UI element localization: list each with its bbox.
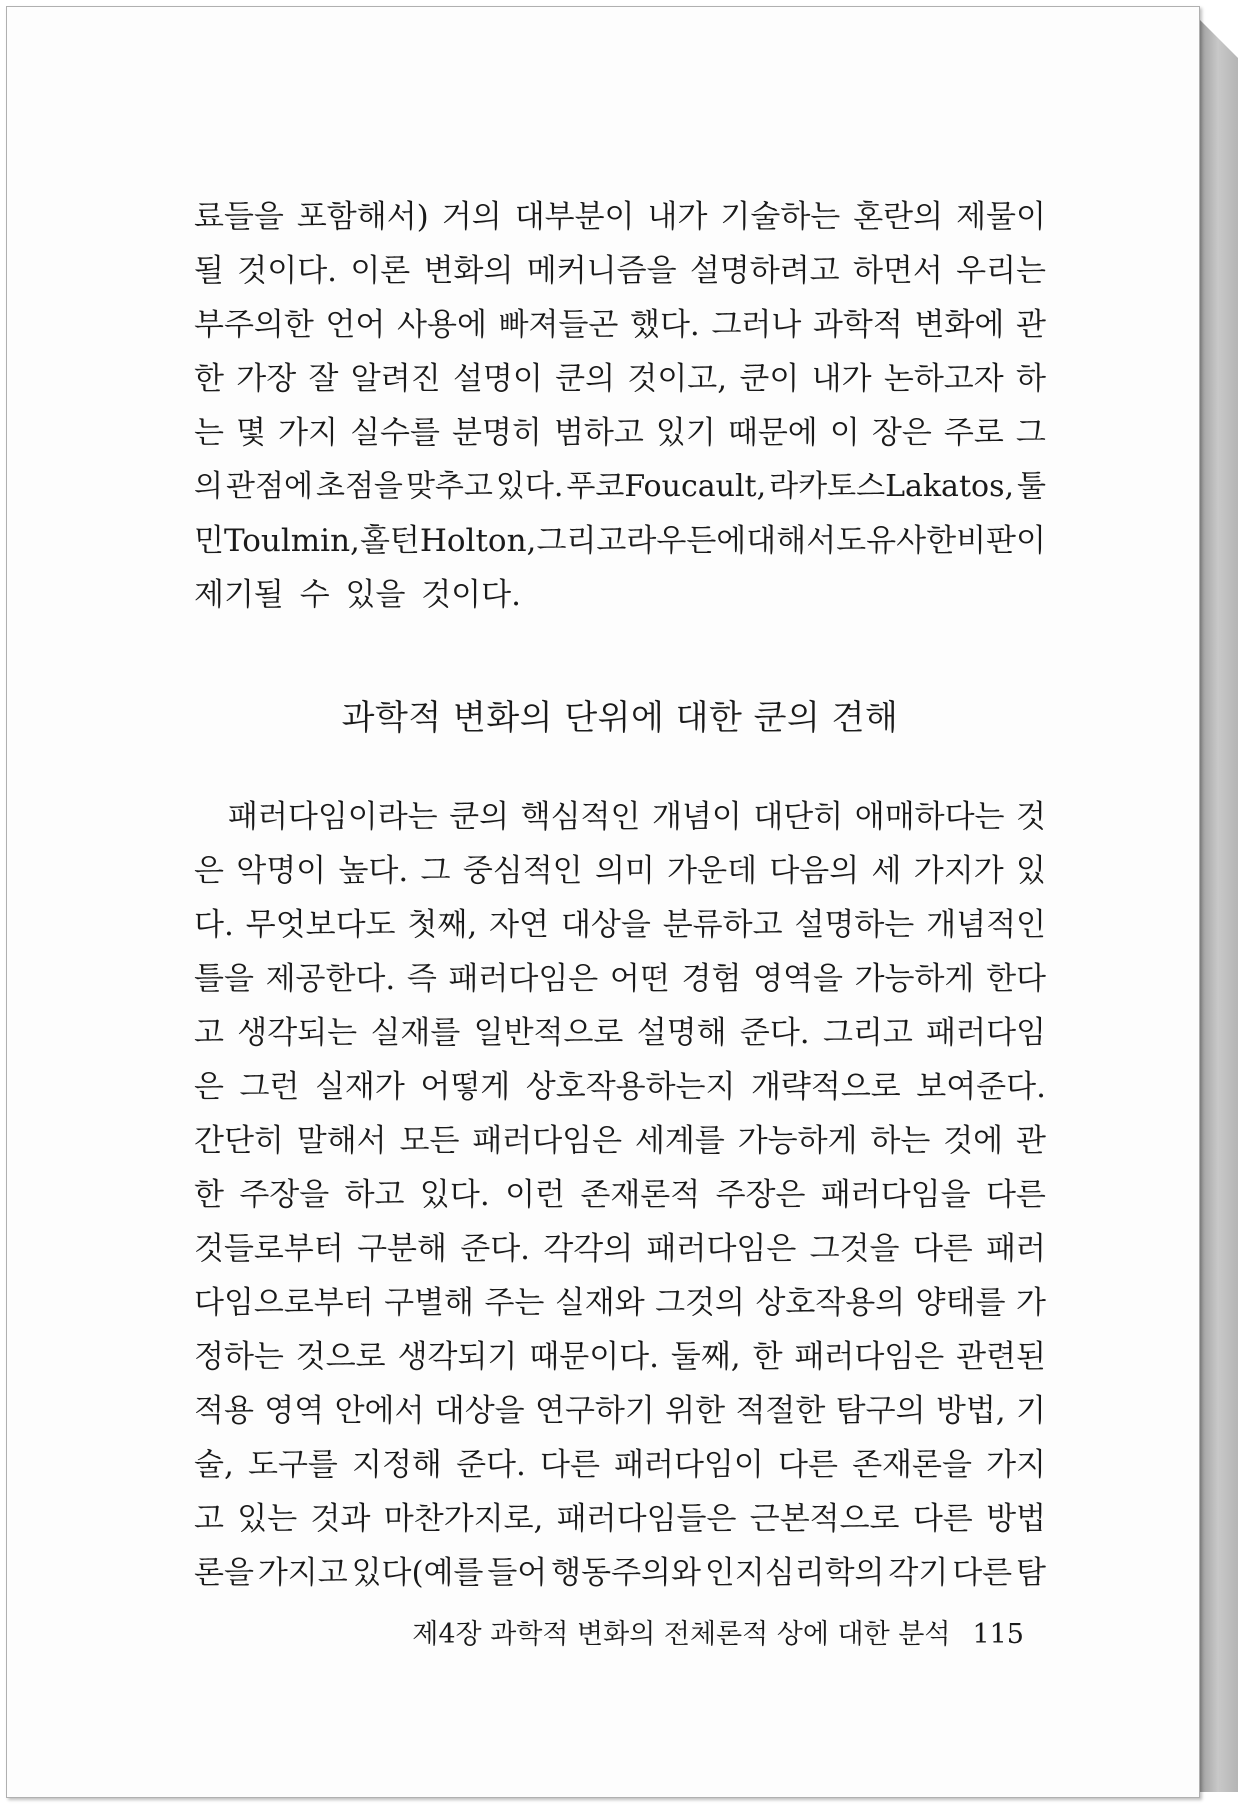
text-line: 패러다임이라는 쿤의 핵심적인 개념이 대단히 애매하다는 것 xyxy=(228,799,1046,835)
text-line: 한 가장 잘 알려진 설명이 쿤의 것이고, 쿤이 내가 논하고자 하 xyxy=(194,361,1046,397)
paragraph-two xyxy=(194,790,1046,1600)
text-line: 는 몇 가지 실수를 분명히 범하고 있기 때문에 이 장은 주로 그 xyxy=(194,415,1046,451)
paragraph-one xyxy=(194,190,1046,622)
page-number: 115 xyxy=(972,1619,1024,1650)
text-line: 것들로부터 구분해 준다. 각각의 패러다임은 그것을 다른 패러 xyxy=(194,1231,1046,1267)
page-edge-shadow xyxy=(1198,18,1238,1792)
text-line: 은 악명이 높다. 그 중심적인 의미 가운데 다음의 세 가지가 있 xyxy=(194,853,1046,889)
text-line: 술, 도구를 지정해 준다. 다른 패러다임이 다른 존재론을 가지 xyxy=(194,1447,1046,1483)
running-head: 제4장 과학적 변화의 전체론적 상에 대한 분석 xyxy=(412,1619,951,1650)
text-line: 다. 무엇보다도 첫째, 자연 대상을 분류하고 설명하는 개념적인 xyxy=(194,907,1046,943)
text-line: 부주의한 언어 사용에 빠져들곤 했다. 그러나 과학적 변화에 관 xyxy=(194,307,1046,343)
text-line: 료들을 포함해서) 거의 대부분이 내가 기술하는 혼란의 제물이 xyxy=(194,199,1046,235)
text-line: 적용 영역 안에서 대상을 연구하기 위한 적절한 탐구의 방법, 기 xyxy=(194,1393,1046,1429)
text-line: 민Toulmin, 홀턴Holton, 그리고 라우든에 대해서도 유사한 비판이 xyxy=(194,523,1046,559)
text-line: 다임으로부터 구별해 주는 실재와 그것의 상호작용의 양태를 가 xyxy=(194,1285,1046,1321)
text-line: 간단히 말해서 모든 패러다임은 세계를 가능하게 하는 것에 관 xyxy=(194,1123,1046,1159)
text-line: 은 그런 실재가 어떻게 상호작용하는지 개략적으로 보여준다. xyxy=(194,1069,1046,1105)
text-line: 론을 가지고 있다(예를 들어 행동주의와 인지심리학의 각기 다른 탐 xyxy=(194,1555,1046,1591)
text-line: 제기될 수 있을 것이다. xyxy=(194,577,521,613)
page-footer xyxy=(194,1612,1024,1651)
text-line: 될 것이다. 이론 변화의 메커니즘을 설명하려고 하면서 우리는 xyxy=(194,253,1046,289)
section-heading: 과학적 변화의 단위에 대한 쿤의 견해 xyxy=(341,698,899,738)
text-line: 의 관점에 초점을 맞추고 있다. 푸코Foucault, 라카토스Lakatos, 툴 xyxy=(194,469,1046,504)
text-line: 한 주장을 하고 있다. 이런 존재론적 주장은 패러다임을 다른 xyxy=(194,1177,1046,1213)
text-line: 고 생각되는 실재를 일반적으로 설명해 준다. 그리고 패러다임 xyxy=(194,1015,1046,1051)
text-line: 고 있는 것과 마찬가지로, 패러다임들은 근본적으로 다른 방법 xyxy=(194,1501,1046,1537)
text-line: 정하는 것으로 생각되기 때문이다. 둘째, 한 패러다임은 관련된 xyxy=(194,1339,1046,1375)
text-line: 틀을 제공한다. 즉 패러다임은 어떤 경험 영역을 가능하게 한다 xyxy=(194,961,1046,997)
